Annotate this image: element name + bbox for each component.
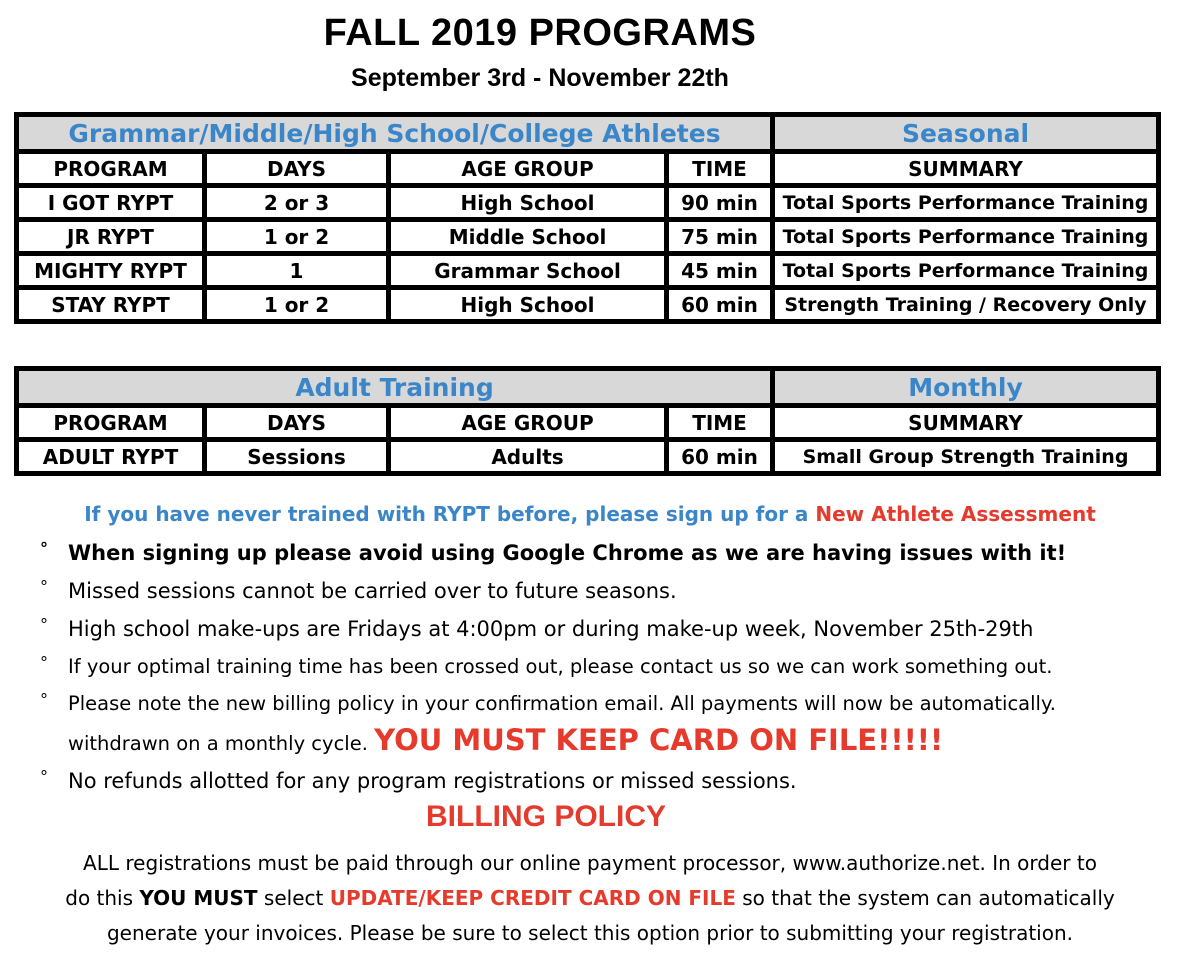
- summary-cell: Total Sports Performance Training: [773, 254, 1159, 288]
- bullet-icon: °: [40, 690, 48, 709]
- age-group-cell: Middle School: [389, 220, 667, 254]
- rule-text-continued: withdrawn on a monthly cycle.: [68, 732, 375, 755]
- summary-cell: Strength Training / Recovery Only: [773, 288, 1159, 322]
- days-cell: 1 or 2: [205, 220, 389, 254]
- youth-programs-table: [14, 112, 1161, 324]
- youth-section-title: Grammar/Middle/High School/College Athletes: [17, 115, 773, 152]
- billing-text-part: do this: [65, 886, 140, 910]
- age-group-cell: High School: [389, 186, 667, 220]
- billing-policy-text: [20, 846, 1160, 951]
- adult-section-type: Monthly: [773, 369, 1159, 406]
- summary-cell: Small Group Strength Training: [773, 440, 1159, 474]
- update-card-option: UPDATE/KEEP CREDIT CARD ON FILE: [329, 886, 736, 910]
- new-athlete-notice: [0, 502, 1180, 526]
- summary-cell: Total Sports Performance Training: [773, 186, 1159, 220]
- billing-line: ALL registrations must be paid through our online payment processor, www.authorize.net. In order to: [83, 851, 1097, 875]
- days-cell: 1 or 2: [205, 288, 389, 322]
- rule-text: When signing up please avoid using Google Chrome as we are having issues with it!: [68, 541, 1067, 565]
- summary-cell: Total Sports Performance Training: [773, 220, 1159, 254]
- table-row: [17, 220, 1159, 254]
- billing-line: generate your invoices. Please be sure to select this option prior to submitting your registration.: [106, 921, 1073, 945]
- adult-column-headers: [17, 406, 1159, 440]
- list-item: [40, 572, 1170, 610]
- bullet-icon: °: [40, 767, 48, 786]
- program-cell: JR RYPT: [17, 220, 205, 254]
- column-header-program: PROGRAM: [17, 152, 205, 186]
- adult-section-title: Adult Training: [17, 369, 773, 406]
- column-header-time: TIME: [667, 406, 773, 440]
- rules-list: [40, 534, 1170, 800]
- rule-text: If your optimal training time has been crossed out, please contact us so we can work something out.: [68, 655, 1053, 678]
- notice-text: If you have never trained with RYPT before, please sign up for a: [84, 502, 816, 526]
- column-header-age-group: AGE GROUP: [389, 406, 667, 440]
- bullet-icon: °: [40, 539, 48, 558]
- column-header-days: DAYS: [205, 152, 389, 186]
- column-header-days: DAYS: [205, 406, 389, 440]
- age-group-cell: High School: [389, 288, 667, 322]
- time-cell: 60 min: [667, 440, 773, 474]
- adult-section-header: [17, 369, 1159, 406]
- list-item: [40, 762, 1170, 800]
- bullet-icon: °: [40, 577, 48, 596]
- list-item: [40, 610, 1170, 648]
- column-header-age-group: AGE GROUP: [389, 152, 667, 186]
- rule-text: High school make-ups are Fridays at 4:00pm or during make-up week, November 25th-29th: [68, 617, 1034, 641]
- table-row: [17, 288, 1159, 322]
- rule-text: No refunds allotted for any program registrations or missed sessions.: [68, 769, 797, 793]
- time-cell: 75 min: [667, 220, 773, 254]
- card-on-file-warning: YOU MUST KEEP CARD ON FILE!!!!!: [374, 723, 944, 757]
- days-cell: Sessions: [205, 440, 389, 474]
- days-cell: 2 or 3: [205, 186, 389, 220]
- rule-text: Please note the new billing policy in your confirmation email. All payments will now be automatically.: [68, 692, 1056, 715]
- page-title: FALL 2019 PROGRAMS: [323, 12, 757, 54]
- column-header-time: TIME: [667, 152, 773, 186]
- program-cell: MIGHTY RYPT: [17, 254, 205, 288]
- youth-section-header: [17, 115, 1159, 152]
- adult-programs-table: [14, 366, 1161, 476]
- billing-text-part: select: [257, 886, 330, 910]
- list-item: [40, 534, 1170, 572]
- column-header-summary: SUMMARY: [773, 406, 1159, 440]
- rule-text: Missed sessions cannot be carried over to future seasons.: [68, 579, 677, 603]
- age-group-cell: Grammar School: [389, 254, 667, 288]
- new-athlete-assessment-link[interactable]: New Athlete Assessment: [815, 502, 1096, 526]
- program-cell: I GOT RYPT: [17, 186, 205, 220]
- program-cell: ADULT RYPT: [17, 440, 205, 474]
- you-must-emphasis: YOU MUST: [139, 886, 258, 910]
- days-cell: 1: [205, 254, 389, 288]
- billing-policy-title: BILLING POLICY: [426, 800, 666, 833]
- time-cell: 90 min: [667, 186, 773, 220]
- column-header-summary: SUMMARY: [773, 152, 1159, 186]
- billing-text-part: so that the system can automatically: [735, 886, 1115, 910]
- date-range: September 3rd - November 22th: [351, 64, 729, 92]
- table-row: [17, 254, 1159, 288]
- billing-line: [20, 881, 1160, 916]
- list-item: [40, 686, 1170, 762]
- bullet-icon: °: [40, 615, 48, 634]
- table-row: [17, 186, 1159, 220]
- time-cell: 45 min: [667, 254, 773, 288]
- list-item: [40, 648, 1170, 686]
- age-group-cell: Adults: [389, 440, 667, 474]
- youth-section-type: Seasonal: [773, 115, 1159, 152]
- youth-column-headers: [17, 152, 1159, 186]
- time-cell: 60 min: [667, 288, 773, 322]
- table-row: [17, 440, 1159, 474]
- column-header-program: PROGRAM: [17, 406, 205, 440]
- program-cell: STAY RYPT: [17, 288, 205, 322]
- bullet-icon: °: [40, 653, 48, 672]
